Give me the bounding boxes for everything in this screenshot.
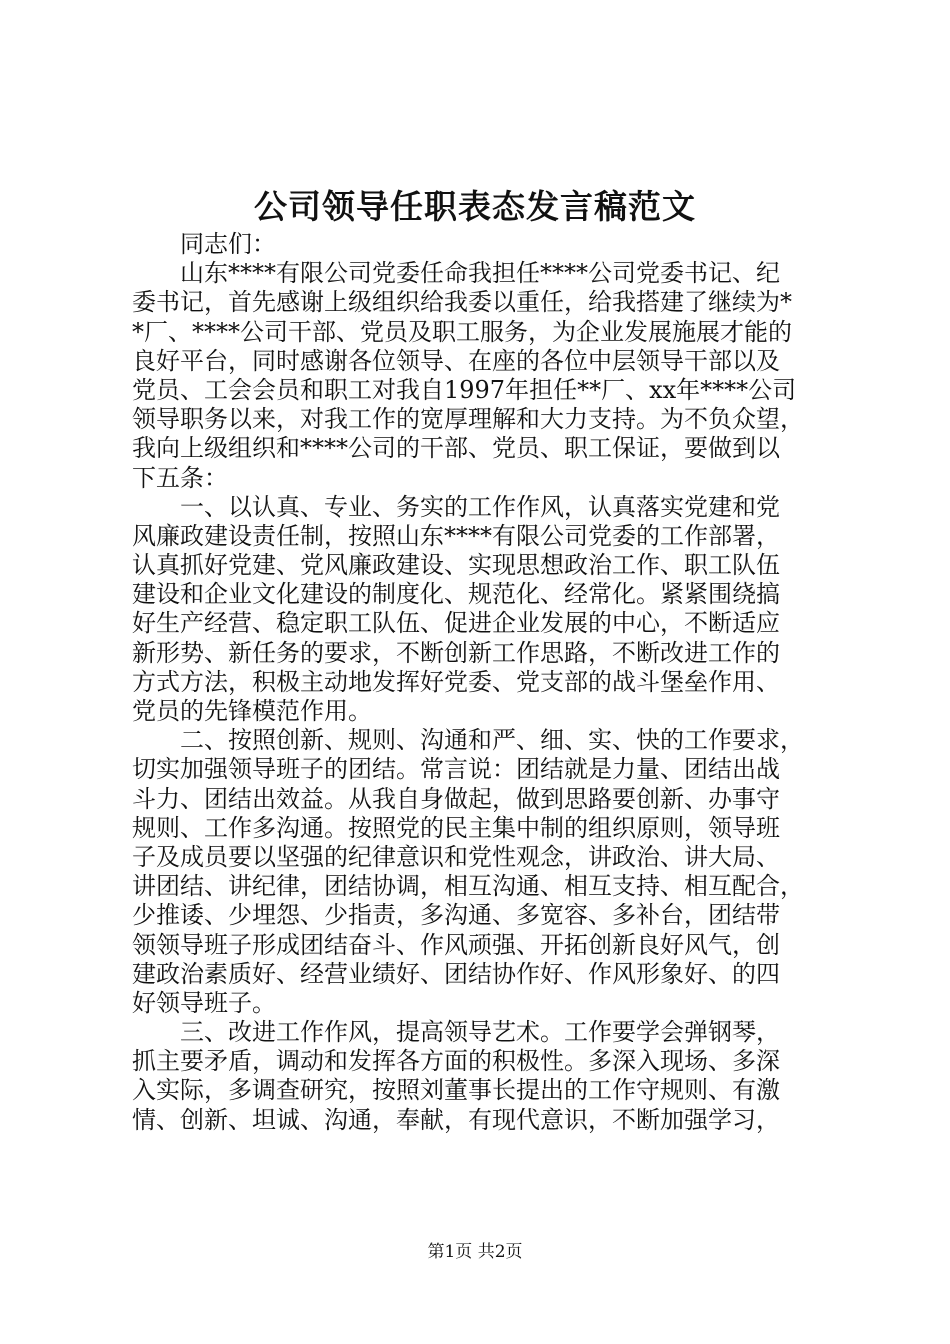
paragraph-line: 建设和企业文化建设的制度化、规范化、经常化。紧紧围绕搞	[132, 580, 780, 609]
paragraph-line: 好生产经营、稳定职工队伍、促进企业发展的中心，不断适应	[132, 609, 780, 638]
paragraph-line: 讲团结、讲纪律，团结协调，相互沟通、相互支持、相互配合，	[132, 872, 804, 901]
paragraph-line: 新形势、新任务的要求，不断创新工作思路，不断改进工作的	[132, 638, 780, 667]
paragraph-line: 二、按照创新、规则、沟通和严、细、实、快的工作要求，	[180, 726, 804, 755]
paragraph-line: 切实加强领导班子的团结。常言说：团结就是力量、团结出战	[132, 755, 780, 784]
paragraph-line: 少推诿、少埋怨、少指责，多沟通、多宽容、多补台，团结带	[132, 901, 780, 930]
paragraph-line: *厂、****公司干部、党员及职工服务，为企业发展施展才能的	[132, 317, 792, 346]
paragraph-line: 领领导班子形成团结奋斗、作风顽强、开拓创新良好风气，创	[132, 930, 780, 959]
paragraph-line: 三、改进工作作风，提高领导艺术。工作要学会弹钢琴，	[180, 1018, 780, 1047]
paragraph-line: 委书记，首先感谢上级组织给我委以重任，给我搭建了继续为*	[132, 288, 792, 317]
paragraph-line: 风廉政建设责任制，按照山东****有限公司党委的工作部署，	[132, 521, 780, 550]
paragraph-line: 我向上级组织和****公司的干部、党员、职工保证，要做到以	[132, 434, 780, 463]
paragraph-line: 领导职务以来，对我工作的宽厚理解和大力支持。为不负众望，	[132, 405, 804, 434]
page-number-footer: 第1页 共2页	[427, 1242, 523, 1262]
paragraph-line: 下五条：	[132, 463, 228, 492]
paragraph-line: 斗力、团结出效益。从我自身做起，做到思路要创新、办事守	[132, 784, 780, 813]
salutation-line: 同志们：	[180, 230, 276, 258]
paragraph-line: 规则、工作多沟通。按照党的民主集中制的组织原则，领导班	[132, 813, 780, 842]
paragraph-line: 抓主要矛盾，调动和发挥各方面的积极性。多深入现场、多深	[132, 1047, 780, 1076]
paragraph-line: 好领导班子。	[132, 988, 276, 1017]
paragraph-line: 方式方法，积极主动地发挥好党委、党支部的战斗堡垒作用、	[132, 667, 780, 696]
paragraph-line: 建政治素质好、经营业绩好、团结协作好、作风形象好、的四	[132, 959, 780, 988]
document-title: 公司领导任职表态发言稿范文	[254, 187, 696, 226]
paragraph-line: 认真抓好党建、党风廉政建设、实现思想政治工作、职工队伍	[132, 551, 780, 580]
paragraph-line: 子及成员要以坚强的纪律意识和党性观念，讲政治、讲大局、	[132, 842, 780, 871]
paragraph-line: 一、以认真、专业、务实的工作作风，认真落实党建和党	[180, 492, 780, 521]
paragraph-line: 党员、工会会员和职工对我自1997年担任**厂、xx年****公司	[132, 375, 797, 404]
paragraph-line: 入实际，多调查研究，按照刘董事长提出的工作守规则、有激	[132, 1076, 780, 1105]
paragraph-line: 情、创新、坦诚、沟通，奉献，有现代意识，不断加强学习，	[132, 1105, 780, 1134]
document-body	[132, 230, 828, 1135]
paragraph-line: 党员的先锋模范作用。	[132, 697, 372, 725]
paragraph-line: 良好平台，同时感谢各位领导、在座的各位中层领导干部以及	[132, 346, 780, 375]
paragraph-line: 山东****有限公司党委任命我担任****公司党委书记、纪	[180, 259, 780, 288]
